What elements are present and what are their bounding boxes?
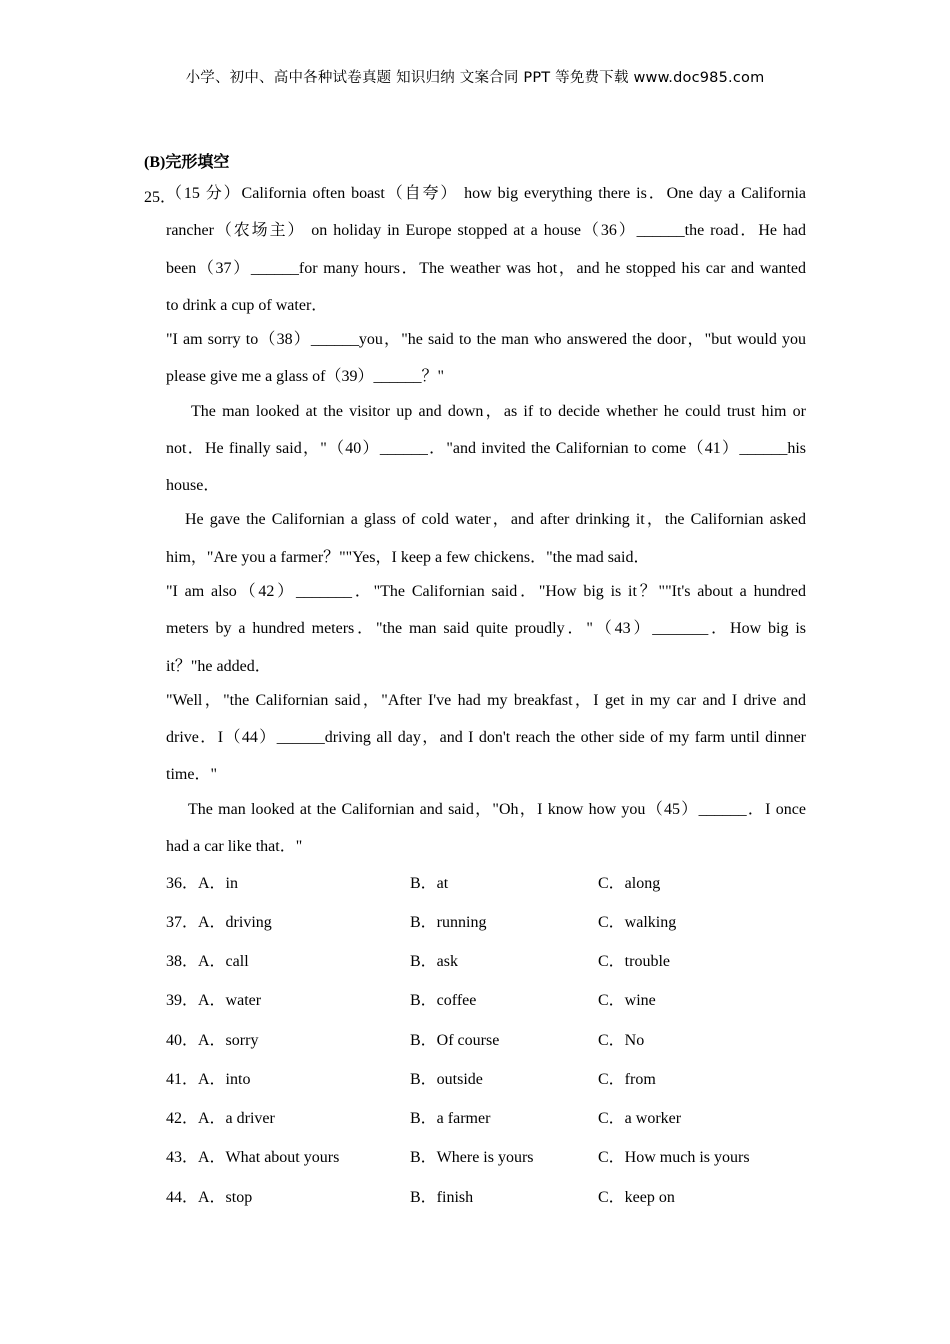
option-b: B．ask [410, 953, 459, 970]
passage-line: not．He finally said，"（40）______．"and invited the Californian to come（41）______his [166, 440, 806, 457]
passage-line: him，"Are you a farmer？""Yes，I keep a few chickens．"the mad said． [166, 549, 650, 566]
option-row [166, 1070, 806, 1090]
option-row [166, 1109, 806, 1129]
option-b: B．coffee [410, 992, 477, 1009]
passage-line: "I am also（42）_______．"The Californian said．"How big is it？""It's about a hundred [166, 583, 806, 600]
option-c: C．along [598, 875, 661, 892]
passage-line: to drink a cup of water． [166, 297, 328, 314]
option-c: C．keep on [598, 1189, 675, 1206]
passage-line: please give me a glass of（39）______？" [166, 368, 445, 385]
page-header: 小学、初中、高中各种试卷真题 知识归纳 文案合同 PPT 等免费下载 www.doc985.com [185, 70, 765, 86]
option-b: B．outside [410, 1071, 483, 1088]
passage-line: （15 分）California often boast（自夸） how big everything there is．One day a California [166, 185, 806, 202]
passage-line: had a car like that．" [166, 838, 303, 855]
passage-line: been（37）______for many hours．The weather was hot，and he stopped his car and wanted [166, 260, 806, 277]
option-c: C．No [598, 1032, 645, 1049]
passage-line: He gave the Californian a glass of cold water，and after drinking it，the Californian asked [185, 511, 806, 528]
option-row [166, 913, 806, 933]
passage-line: "I am sorry to（38）______you，"he said to the man who answered the door，"but would you [166, 331, 806, 348]
option-c: C．trouble [598, 953, 670, 970]
option-a: 39．A．water [166, 992, 262, 1009]
option-a: 43．A．What about yours [166, 1149, 340, 1166]
option-c: C．walking [598, 914, 677, 931]
passage-line: rancher（农场主） on holiday in Europe stopped at a house（36）______the road．He had [166, 222, 806, 239]
option-b: B．at [410, 875, 449, 892]
option-a: 41．A．into [166, 1071, 251, 1088]
section-title: (B)完形填空 [144, 154, 230, 171]
passage-line: The man looked at the Californian and said，"Oh，I know how you（45）______．I once [188, 801, 806, 818]
option-a: 40．A．sorry [166, 1032, 259, 1049]
option-a: 38．A．call [166, 953, 249, 970]
option-b: B．running [410, 914, 487, 931]
option-b: B．Where is yours [410, 1149, 534, 1166]
option-row [166, 874, 806, 894]
passage-line: drive．I（44）______driving all day，and I don't reach the other side of my farm until dinner [166, 729, 806, 746]
option-row [166, 991, 806, 1011]
passage-line: time．" [166, 766, 217, 783]
option-a: 44．A．stop [166, 1189, 253, 1206]
option-row [166, 1148, 806, 1168]
option-a: 42．A．a driver [166, 1110, 275, 1127]
option-c: C．from [598, 1071, 656, 1088]
option-c: C．a worker [598, 1110, 682, 1127]
option-a: 37．A．driving [166, 914, 272, 931]
option-c: C．wine [598, 992, 656, 1009]
option-b: B．a farmer [410, 1110, 491, 1127]
option-a: 36．A．in [166, 875, 239, 892]
option-b: B．Of course [410, 1032, 500, 1049]
passage-line: it？"he added． [166, 658, 271, 675]
passage-line: The man looked at the visitor up and down，as if to decide whether he could trust him or [191, 403, 806, 420]
option-row [166, 1188, 806, 1208]
option-c: C．How much is yours [598, 1149, 750, 1166]
option-row [166, 1031, 806, 1051]
option-b: B．finish [410, 1189, 474, 1206]
question-number: 25． [144, 189, 177, 206]
option-row [166, 952, 806, 972]
passage-line: meters by a hundred meters．"the man said quite proudly．"（43）_______．How big is [166, 620, 806, 637]
passage-line: house． [166, 477, 220, 494]
passage-line: "Well，"the Californian said，"After I've had my breakfast，I get in my car and I drive and [166, 692, 806, 709]
